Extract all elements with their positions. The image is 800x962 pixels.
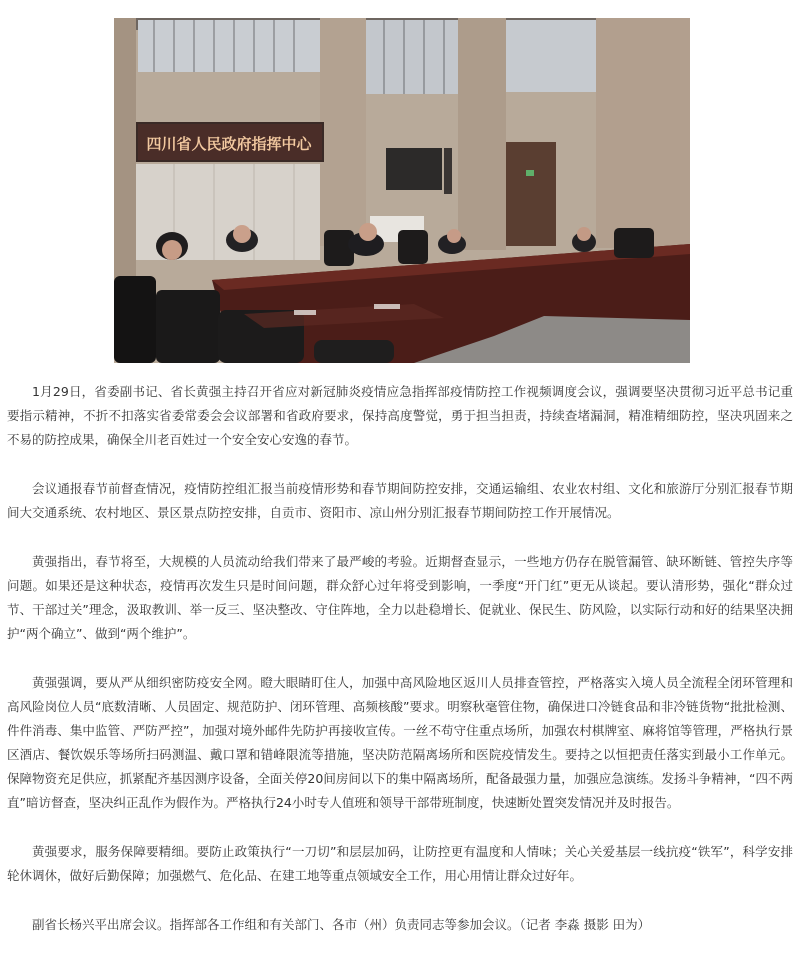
window-right <box>506 20 596 92</box>
sign-text: 四川省人民政府指挥中心 <box>146 135 312 153</box>
article-body <box>7 380 793 962</box>
meeting-room-photo <box>114 18 690 363</box>
paragraph-5: 黄强要求，服务保障要精细。要防止政策执行“一刀切”和层层加码，让防控更有温度和人情味；关心关爱基层一线抗疫“铁军”，科学安排轮休调休，做好后勤保障；加强燃气、危化品、在建工地等重点领域安全工作，用心用情让群众过好年。 <box>7 844 793 883</box>
tv-screen <box>386 148 442 190</box>
left-pillar <box>114 18 136 288</box>
center-pillar <box>320 18 366 246</box>
paragraph-2: 会议通报春节前督查情况，疫情防控组汇报当前疫情形势和春节期间防控安排，交通运输组、农业农村组、文化和旅游厅分别汇报春节期间大交通系统、农村地区、景区景点防控安排，自贡市、资阳市、凉山州分别汇报春节期间防控工作开展情况。 <box>7 481 793 520</box>
paragraph-4: 黄强强调，要从严从细织密防疫安全网。瞪大眼睛盯住人，加强中高风险地区返川人员排查管控，严格落实入境人员全流程全闭环管理和高风险岗位人员“底数清晰、人员固定、规范防护、闭环管理、高频核酸”要求。明察秋毫管住物，确保进口冷链食品和非冷链货物“批批检测、件件消毒、集中监管、严防严控”，加强对境外邮件先防护再接收宣传。一丝不苟守住重点场所，加强农村棋牌室、麻将馆等管理，严格执行景区酒店、餐饮娱乐等场所扫码测温、戴口罩和错峰限流等措施，坚决防范隔离场所和医院疫情发生。要持之以恒把责任落实到最小工作单元。保障物资充足供应，抓紧配齐基因测序设备，全面关停20间房间以下的集中隔离场所，配备最强力量，加强应急演练。发扬斗争精神，“四不两直”暗访督查，坚决纠正乱作为假作为。严格执行24小时专人值班和领导干部带班制度，快速断处置突发情况并及时报告。 <box>7 675 793 810</box>
door <box>506 142 556 246</box>
meeting-photo <box>114 18 690 363</box>
paragraph-6: 副省长杨兴平出席会议。指挥部各工作组和有关部门、各市（州）负责同志等参加会议。（记者 李淼 摄影 田为） <box>32 917 651 932</box>
paragraph-3: 黄强指出，春节将至，大规模的人员流动给我们带来了最严峻的考验。近期督查显示，一些地方仍存在脱管漏管、缺环断链、管控失序等问题。如果还是这种状态，疫情再次发生只是时间问题，群众舒心过年将受到影响，一季度“开门红”更无从谈起。要认清形势，强化“群众过节、干部过关”理念，汲取教训、举一反三、坚决整改、守住阵地，全力以赴稳增长、促就业、保民生、防风险，以实际行动和好的结果坚决拥护“两个确立”、做到“两个维护”。 <box>7 554 793 641</box>
window-left <box>138 20 320 72</box>
paragraph-1: 1月29日，省委副书记、省长黄强主持召开省应对新冠肺炎疫情应急指挥部疫情防控工作视频调度会议，强调要坚决贯彻习近平总书记重要指示精神，不折不扣落实省委常委会会议部署和省政府要求，保持高度警觉，勇于担当担责，持续查堵漏洞，精准精细防控，坚决巩固来之不易的防控成果，确保全川老百姓过一个安全安心安逸的春节。 <box>7 384 793 447</box>
